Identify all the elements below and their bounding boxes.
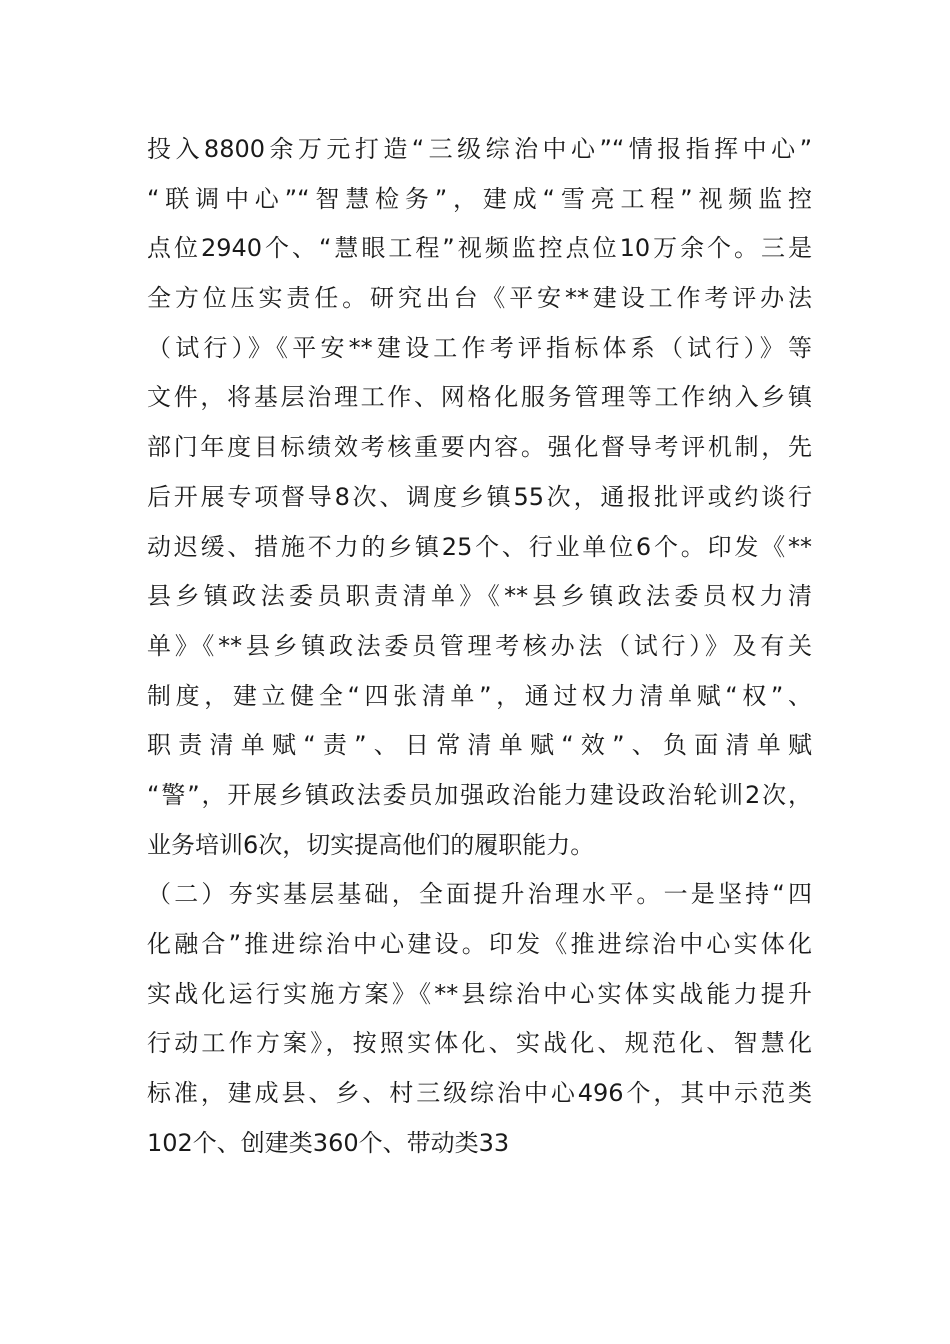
- text-line: （试行）》《平安**建设工作考评指标体系（试行）》等: [147, 333, 812, 362]
- text-line: 全方位压实责任。研究出台《平安**建设工作考评办法: [147, 284, 812, 313]
- text-line: 单》《**县乡镇政法委员管理考核办法（试行）》及有关: [147, 631, 812, 660]
- text-line: 部门年度目标绩效考核重要内容。强化督导考评机制，先: [147, 433, 812, 462]
- text-line: 实战化运行实施方案》《**县综治中心实体实战能力提升: [147, 979, 812, 1008]
- text-line: 职责清单赋“责”、日常清单赋“效”、负面清单赋: [147, 731, 812, 760]
- paragraph-end-line: 业务培训6次，切实提高他们的履职能力。: [147, 830, 595, 859]
- body-text: [147, 125, 812, 1168]
- paragraph-end-line: 102个、创建类360个、带动类33: [147, 1128, 510, 1157]
- text-line: 行动工作方案》，按照实体化、实战化、规范化、智慧化: [147, 1029, 812, 1058]
- text-line: 制度，建立健全“四张清单”，通过权力清单赋“权”、: [147, 681, 812, 710]
- text-line: 县乡镇政法委员职责清单》《**县乡镇政法委员权力清: [147, 582, 812, 611]
- text-line: 后开展专项督导8次、调度乡镇55次，通报批评或约谈行: [147, 482, 812, 511]
- text-line: 化融合”推进综治中心建设。印发《推进综治中心实体化: [147, 930, 812, 958]
- text-line: 点位2940个、“慧眼工程”视频监控点位10万余个。三是: [147, 234, 812, 263]
- text-line: “联调中心”“智慧检务”，建成“雪亮工程”视频监控: [147, 184, 812, 213]
- section-heading-line: （二）夯实基层基础，全面提升治理水平。一是坚持“四: [147, 880, 812, 909]
- text-line: 投入8800余万元打造“三级综治中心”“情报指挥中心”: [147, 135, 812, 163]
- text-line: “警”，开展乡镇政法委员加强政治能力建设政治轮训2次，: [147, 780, 812, 809]
- text-line: 文件，将基层治理工作、网格化服务管理等工作纳入乡镇: [147, 383, 812, 412]
- text-line: 标准，建成县、乡、村三级综治中心496个，其中示范类: [147, 1079, 812, 1108]
- text-line: 动迟缓、措施不力的乡镇25个、行业单位6个。印发《**: [147, 532, 812, 561]
